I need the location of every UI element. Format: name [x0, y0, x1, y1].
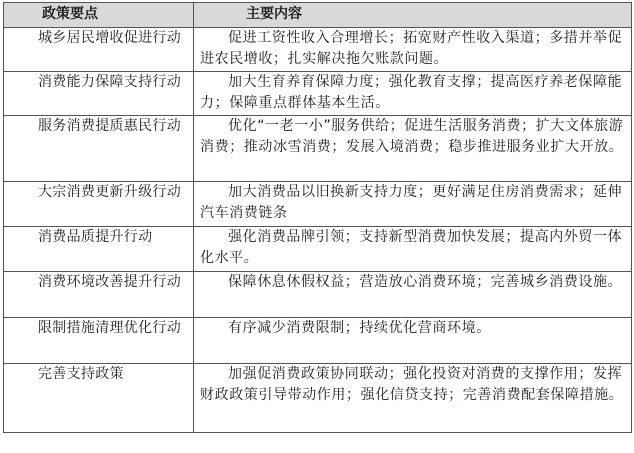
policy-point-cell: 城乡居民增收促进行动: [4, 28, 194, 72]
table-header-row: [4, 3, 632, 28]
policy-point-cell: 服务消费提质惠民行动: [4, 116, 194, 182]
policy-point-cell: 消费能力保障支持行动: [4, 72, 194, 116]
policy-content-cell: 保障休息休假权益；营造放心消费环境；完善城乡消费设施。: [194, 272, 632, 318]
policy-point-cell: 大宗消费更新升级行动: [4, 182, 194, 227]
policy-content-cell: 加大消费品以旧换新支持力度；更好满足住房消费需求；延伸汽车消费链条: [194, 182, 632, 227]
policy-point-cell: 消费品质提升行动: [4, 227, 194, 272]
table-row: [4, 28, 632, 72]
policy-content-cell: 加强促消费政策协同联动；强化投资对消费的支撑作用；发挥财政政策引导带动作用；强化信贷支持；完善消费配套保障措施。: [194, 364, 632, 433]
policy-point-cell: 完善支持政策: [4, 364, 194, 433]
policy-content-cell: 优化“一老一小”服务供给；促进生活服务消费；扩大文体旅游消费；推动冰雪消费；发展入境消费；稳步推进服务业扩大开放。: [194, 116, 632, 182]
policy-content-cell: 强化消费品牌引领；支持新型消费加快发展；提高内外贸一体化水平。: [194, 227, 632, 272]
policy-content-cell: 促进工资性收入合理增长；拓宽财产性收入渠道；多措并举促进农民增收；扎实解决拖欠账款问题。: [194, 28, 632, 72]
column-header-main-content: 主要内容: [194, 3, 632, 28]
policy-point-cell: 消费环境改善提升行动: [4, 272, 194, 318]
table-row: [4, 116, 632, 182]
policy-table: [3, 2, 632, 433]
table-row: [4, 227, 632, 272]
policy-content-cell: 加大生育养育保障力度；强化教育支撑；提高医疗养老保障能力；保障重点群体基本生活。: [194, 72, 632, 116]
column-header-policy-point: 政策要点: [4, 3, 194, 28]
table-row: [4, 318, 632, 364]
table-row: [4, 364, 632, 433]
policy-content-cell: 有序减少消费限制；持续优化营商环境。: [194, 318, 632, 364]
table-row: [4, 272, 632, 318]
table-row: [4, 182, 632, 227]
table-row: [4, 72, 632, 116]
policy-point-cell: 限制措施清理优化行动: [4, 318, 194, 364]
